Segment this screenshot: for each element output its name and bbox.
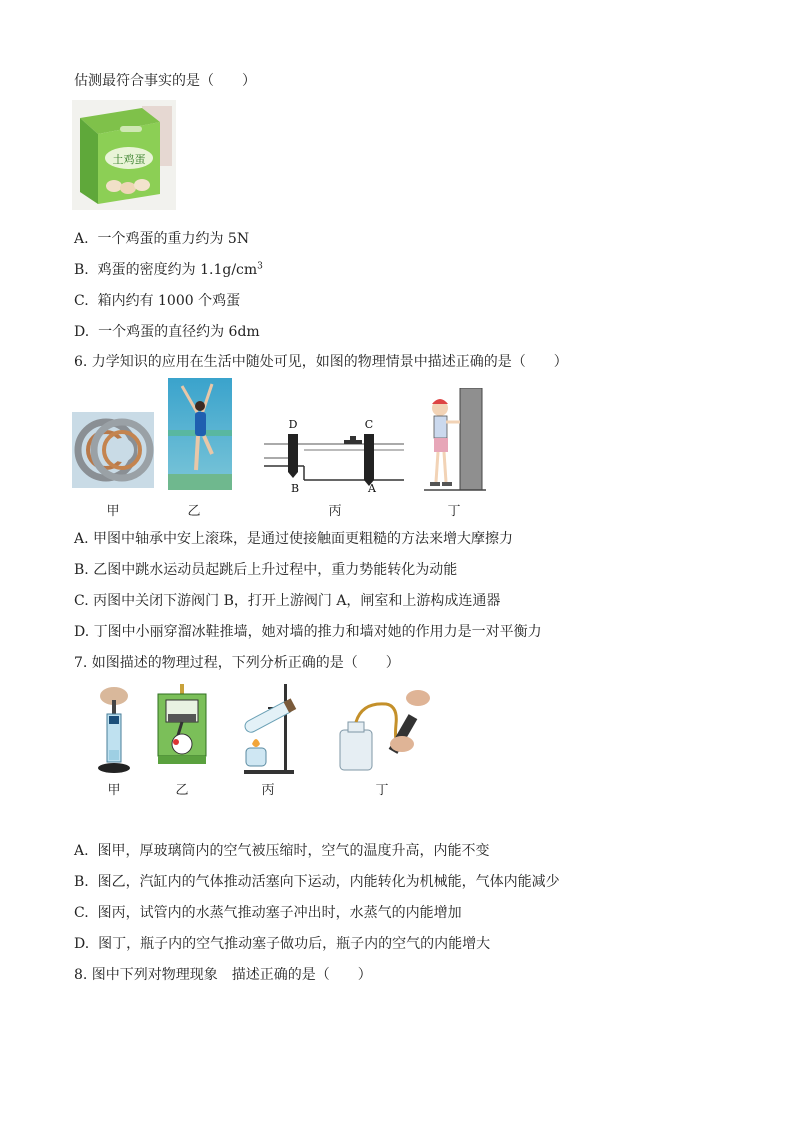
q6-caption-ding: 丁 (447, 504, 461, 519)
q7-caption-bing: 丙 (261, 783, 275, 798)
q6-option-b: B. 乙图中跳水运动员起跳后上升过程中，重力势能转化为动能 (74, 562, 458, 578)
q5-option-d: D. 一个鸡蛋的直径约为 6dm (74, 324, 260, 340)
q5-option-a: A. 一个鸡蛋的重力约为 5N (74, 231, 250, 247)
box-label: 土鸡蛋 (112, 153, 146, 166)
q5-option-b: B. 鸡蛋的密度约为 $1.1g/cm^3$ (74, 261, 263, 278)
q7-stem: 7. 如图描述的物理过程，下列分析正确的是（ ） (74, 655, 400, 671)
q6-stem: 6. 力学知识的应用在生活中随处可见，如图的物理情景中描述正确的是（ ） (74, 354, 568, 370)
compression-tube-image (90, 684, 136, 776)
q8-stem: 8. 图中下列对物理现象 描述正确的是（ ） (74, 967, 372, 983)
test-tube-heating-image (234, 684, 314, 776)
girl-push-wall-image (424, 388, 486, 492)
diver-image (168, 378, 232, 490)
q6-option-d: D. 丁图中小丽穿溜冰鞋推墙，她对墙的推力和墙对她的作用力是一对平衡力 (74, 624, 542, 640)
q5-option-c: C. 箱内约有 1000 个鸡蛋 (74, 293, 241, 309)
q6-caption-jia: 甲 (106, 504, 120, 519)
q5-stem-tail: 估测最符合事实的是（ ） (74, 73, 256, 89)
q6-option-c: C. 丙图中关闭下游阀门 B，打开上游阀门 A，闸室和上游构成连通器 (74, 593, 501, 609)
q6-option-a: A. 甲图中轴承中安上滚珠，是通过使接触面更粗糙的方法来增大摩擦力 (74, 531, 514, 547)
q7-caption-jia: 甲 (107, 783, 121, 798)
q7-option-a: A. 图甲，厚玻璃筒内的空气被压缩时，空气的温度升高，内能不变 (74, 843, 490, 859)
q7-option-d: D. 图丁，瓶子内的空气推动塞子做功后，瓶子内的空气的内能增大 (74, 936, 491, 952)
q7-option-b: B. 图乙，汽缸内的气体推动活塞向下运动，内能转化为机械能，气体内能减少 (74, 874, 560, 890)
valve-label-a: A (368, 482, 376, 494)
q7-caption-yi: 乙 (175, 783, 189, 798)
ship-lock-diagram (264, 414, 404, 494)
q7-caption-ding: 丁 (375, 783, 389, 798)
q6-caption-yi: 乙 (187, 504, 201, 519)
egg-box-image (72, 100, 176, 210)
valve-label-d: D (288, 418, 298, 431)
engine-cylinder-image (152, 684, 212, 776)
bearing-image (72, 412, 154, 488)
q7-option-c: C. 图丙，试管内的水蒸气推动塞子冲出时，水蒸气的内能增加 (74, 905, 462, 921)
valve-label-b: B (290, 482, 300, 494)
q6-caption-bing: 丙 (328, 504, 342, 519)
bottle-pump-image (336, 684, 440, 776)
valve-label-c: C (364, 418, 374, 431)
